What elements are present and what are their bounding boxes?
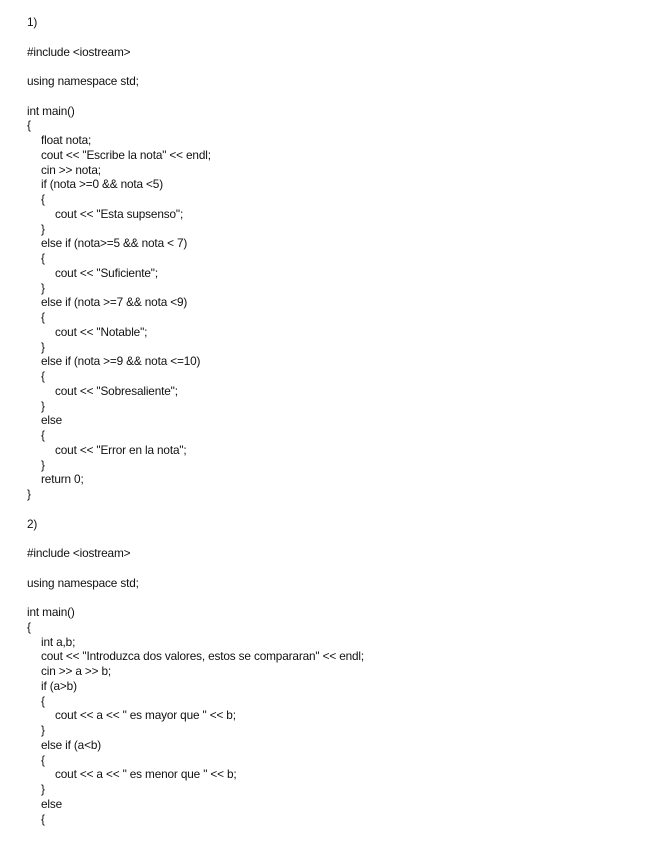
code-line: {: [41, 752, 45, 767]
code-line: }: [41, 723, 45, 737]
code-line: cout << "Introduzca dos valores, estos se compararan" << endl;: [41, 649, 365, 664]
blank-line: [27, 89, 647, 104]
code-line: {: [41, 693, 45, 708]
code-line: {: [27, 118, 31, 133]
code-line: int main(): [27, 605, 75, 619]
code-line: cin >> nota;: [41, 162, 101, 177]
code-line: int a,b;: [41, 634, 76, 649]
code-line: }: [41, 221, 45, 236]
code-line: cout << "Error en la nota";: [55, 442, 187, 457]
blank-line: [27, 502, 647, 517]
document-body: [27, 15, 647, 826]
blank-line: [27, 561, 647, 576]
code-line: int main(): [27, 103, 75, 118]
code-line: }: [41, 782, 45, 796]
code-line: cout << "Notable";: [55, 324, 148, 339]
code-line: }: [27, 487, 31, 501]
code-line: cout << "Escribe la nota" << endl;: [41, 147, 211, 162]
code-line: {: [41, 310, 45, 324]
code-line: {: [41, 251, 45, 265]
code-line: }: [41, 280, 45, 295]
code-line: cout << "Esta supsenso";: [55, 206, 184, 221]
code-line: float nota;: [41, 133, 92, 147]
code-line: 2): [27, 516, 38, 531]
blank-line: [27, 30, 647, 45]
code-line: {: [41, 192, 45, 206]
code-line: {: [41, 811, 45, 826]
code-line: return 0;: [41, 472, 84, 487]
blank-line: [27, 590, 647, 605]
code-line: #include <iostream>: [27, 546, 131, 560]
code-line: {: [41, 369, 45, 383]
code-line: else if (nota >=9 && nota <=10): [41, 354, 201, 369]
code-line: else: [41, 413, 63, 428]
code-line: else if (nota>=5 && nota < 7): [41, 236, 188, 251]
code-line: {: [27, 619, 31, 634]
code-line: else: [41, 796, 63, 811]
code-line: else if (nota >=7 && nota <9): [41, 295, 188, 310]
code-line: else if (a<b): [41, 737, 102, 752]
code-line: using namespace std;: [27, 575, 139, 590]
code-line: }: [41, 398, 45, 413]
code-line: if (a>b): [41, 678, 77, 693]
code-line: cin >> a >> b;: [41, 664, 112, 678]
code-line: {: [41, 428, 45, 442]
blank-line: [27, 531, 647, 546]
code-line: if (nota >=0 && nota <5): [41, 177, 163, 192]
code-line: 1): [27, 15, 38, 29]
code-line: cout << a << " es menor que " << b;: [55, 767, 237, 782]
code-line: }: [41, 339, 45, 354]
code-line: #include <iostream>: [27, 44, 131, 59]
code-line: cout << "Suficiente";: [55, 265, 158, 280]
code-line: cout << "Sobresaliente";: [55, 383, 178, 398]
code-line: }: [41, 457, 45, 472]
blank-line: [27, 59, 647, 74]
code-line: cout << a << " es mayor que " << b;: [55, 708, 236, 723]
code-line: using namespace std;: [27, 74, 139, 88]
